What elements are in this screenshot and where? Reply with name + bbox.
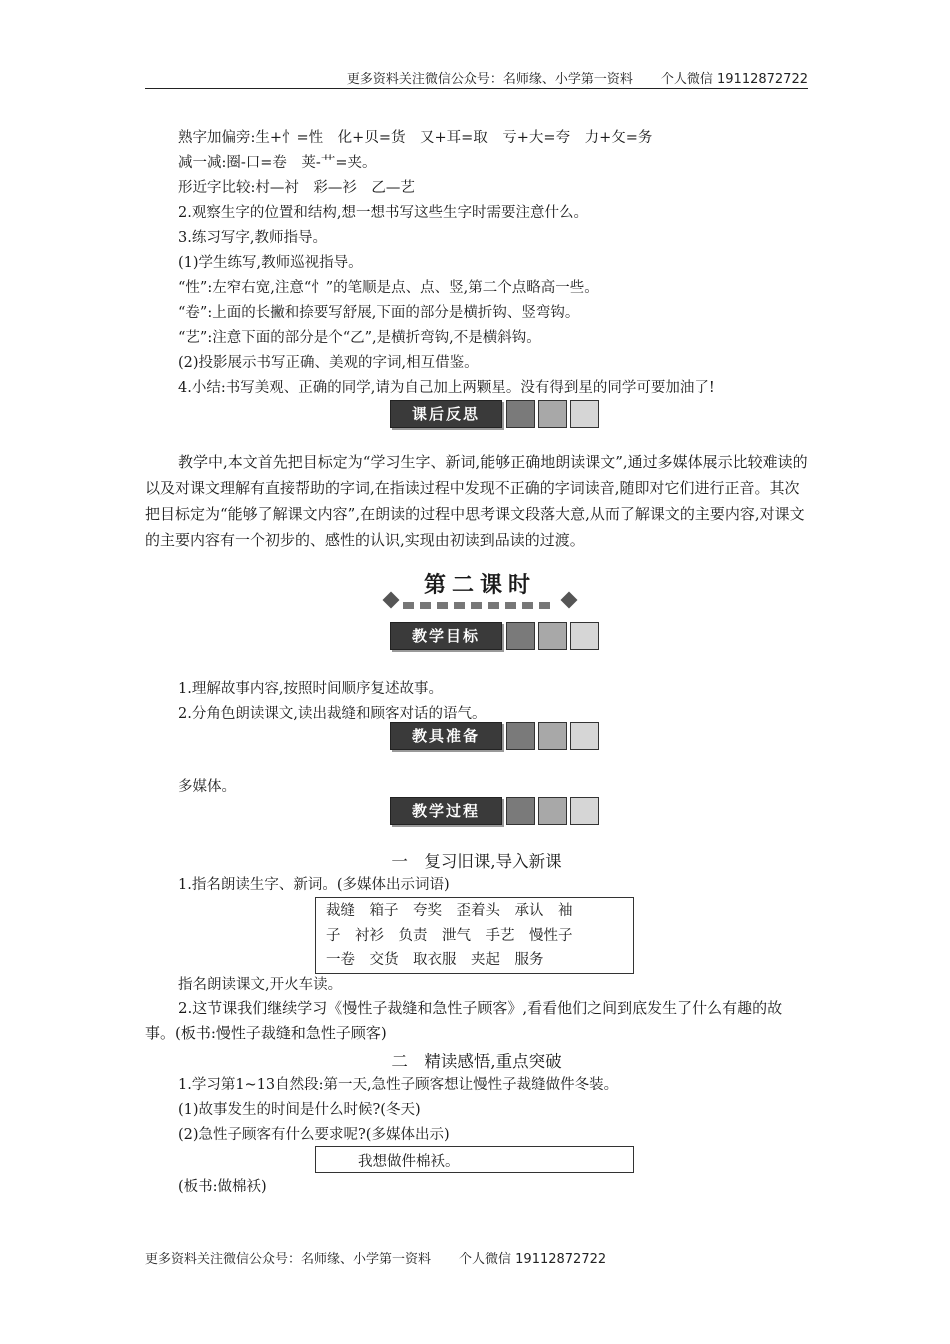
banner-square — [570, 722, 599, 750]
lesson-title: 第二课时 — [423, 573, 536, 598]
decor-bar — [393, 600, 567, 610]
header-rule — [145, 88, 808, 89]
lesson-title-block — [385, 566, 575, 614]
page-footer — [145, 1248, 606, 1267]
quote-box — [315, 1146, 634, 1173]
banner-square — [570, 797, 599, 825]
footer-text: 更多资料关注微信公众号：名师缘、小学第一资料 — [145, 1252, 432, 1267]
banner-square — [506, 622, 535, 650]
banner-tools — [390, 722, 600, 752]
banner-label: 教学目标 — [390, 622, 502, 650]
banner-square — [570, 400, 599, 428]
word-row: 裁缝 箱子 夸奖 歪着头 承认 袖 — [326, 903, 573, 919]
banner-square — [538, 797, 567, 825]
text-line: “卷”:上面的长撇和捺要写舒展,下面的部分是横折钩、竖弯钩。 — [178, 305, 580, 321]
text-line: (板书:做棉袄) — [178, 1179, 267, 1195]
banner-process — [390, 797, 600, 827]
word-row: 一卷 交货 取衣服 夹起 服务 — [326, 952, 544, 968]
banner-square — [570, 622, 599, 650]
banner-label: 教具准备 — [390, 722, 502, 750]
text-line: 熟字加偏旁:生+忄=性 化+贝=货 又+耳=取 亏+大=夸 力+攵=务 — [178, 130, 653, 146]
banner-goals — [390, 622, 600, 652]
text-line: (2)急性子顾客有什么要求呢?(多媒体出示) — [178, 1127, 450, 1143]
reflection-paragraph: 教学中,本文首先把目标定为“学习生字、新词,能够正确地朗读课文”,通过多媒体展示比较难读的以及对课文理解有直接帮助的字词,在指读过程中发现不正确的字词读音,随即对它们进行正音。其次把目标定为“能够了解课文内容”,在朗读的过程中思考课文段落大意,从而了解课文的主要内容,对课文的主要内容有一个初步的、感性的认识,实现由初读到品读的过渡。 — [145, 453, 808, 549]
banner-label: 教学过程 — [390, 797, 502, 825]
page-header — [145, 68, 808, 87]
text-line: 2.观察生字的位置和结构,想一想书写这些生字时需要注意什么。 — [178, 205, 588, 221]
banner-reflection — [390, 400, 600, 430]
banner-square — [506, 400, 535, 428]
quote-text: 我想做件棉袄。 — [358, 1154, 460, 1170]
text-line: 1.学习第1~13自然段:第一天,急性子顾客想让慢性子裁缝做件冬装。 — [178, 1077, 619, 1093]
text-line: 减一减:圈-口=卷 荚-艹=夹。 — [178, 155, 377, 171]
text-line: (1)学生练写,教师巡视指导。 — [178, 255, 363, 271]
text-line: 指名朗读课文,开火车读。 — [178, 977, 343, 993]
text-line: 4.小结:书写美观、正确的同学,请为自己加上两颗星。没有得到星的同学可要加油了! — [178, 380, 715, 396]
goal-line: 2.分角色朗读课文,读出裁缝和顾客对话的语气。 — [178, 706, 487, 722]
word-box — [315, 897, 634, 974]
banner-square — [506, 722, 535, 750]
section-title: 一 复习旧课,导入新课 — [391, 852, 562, 871]
goal-line: 1.理解故事内容,按照时间顺序复述故事。 — [178, 681, 443, 697]
banner-square — [538, 400, 567, 428]
text-line: “性”:左窄右宽,注意“忄”的笔顺是点、点、竖,第二个点略高一些。 — [178, 280, 599, 296]
text-line: “艺”:注意下面的部分是个“乙”,是横折弯钩,不是横斜钩。 — [178, 330, 541, 346]
text-line: 3.练习写字,教师指导。 — [178, 230, 327, 246]
header-text: 更多资料关注微信公众号：名师缘、小学第一资料 — [346, 72, 633, 87]
tools-text: 多媒体。 — [178, 779, 236, 795]
section-title: 二 精读感悟,重点突破 — [391, 1052, 562, 1071]
text-line: 1.指名朗读生字、新词。(多媒体出示词语) — [178, 877, 450, 893]
word-row: 子 衬衫 负责 泄气 手艺 慢性子 — [326, 928, 573, 944]
text-line: (2)投影展示书写正确、美观的字词,相互借鉴。 — [178, 355, 479, 371]
header-wechat: 个人微信 19112872722 — [660, 72, 808, 87]
text-paragraph: 2.这节课我们继续学习《慢性子裁缝和急性子顾客》,看看他们之间到底发生了什么有趣的故事。(板书:慢性子裁缝和急性子顾客) — [145, 999, 783, 1042]
banner-label: 课后反思 — [390, 400, 502, 428]
text-line: (1)故事发生的时间是什么时候?(冬天) — [178, 1102, 421, 1118]
banner-square — [506, 797, 535, 825]
footer-wechat: 个人微信 19112872722 — [459, 1252, 607, 1267]
banner-square — [538, 722, 567, 750]
banner-square — [538, 622, 567, 650]
text-line: 形近字比较:村—衬 彩—衫 乙—艺 — [178, 180, 415, 196]
